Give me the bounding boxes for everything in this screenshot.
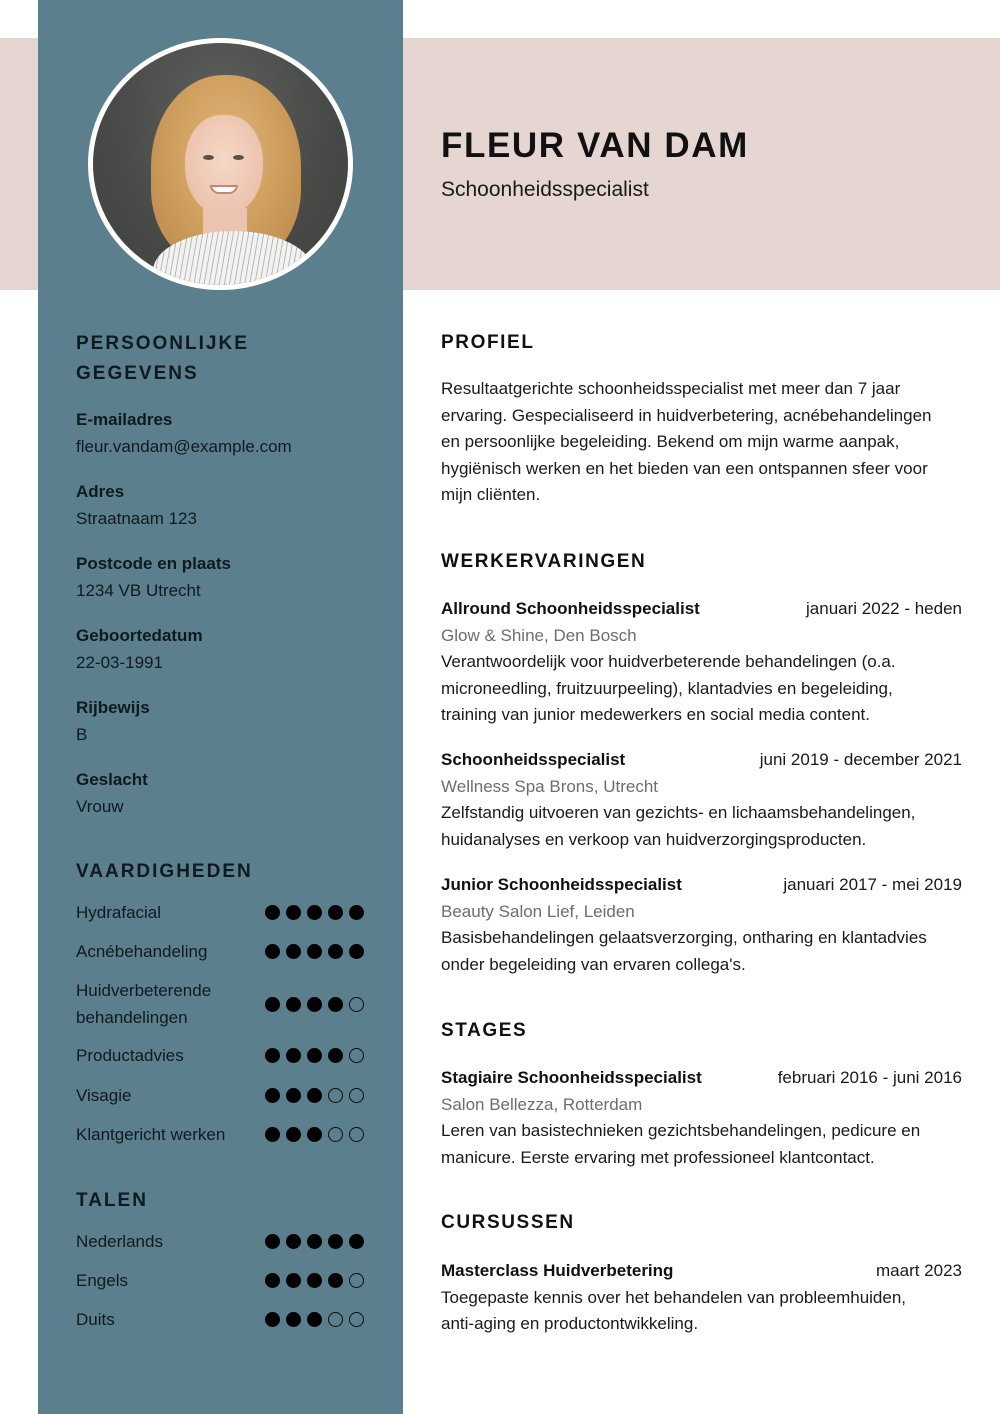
empty-dot-icon (349, 997, 364, 1012)
personal-heading (76, 329, 376, 389)
entry-date: februari 2016 - juni 2016 (777, 1068, 962, 1087)
entry-description (441, 1285, 962, 1338)
postcode-value: 1234 VB Utrecht (76, 581, 201, 600)
filled-dot-icon (286, 997, 301, 1012)
filled-dot-icon (286, 1273, 301, 1288)
profile-text (441, 376, 962, 509)
entry-header (441, 1258, 962, 1285)
field-label: Adres (76, 482, 125, 501)
filled-dot-icon (328, 1234, 343, 1249)
photo-eye (203, 155, 214, 160)
candidate-name: FLEUR VAN DAM (441, 126, 749, 165)
entry-description (441, 1118, 962, 1171)
filled-dot-icon (307, 1048, 322, 1063)
profile-heading: PROFIEL (441, 332, 535, 353)
rating-dots (265, 1312, 364, 1327)
empty-dot-icon (349, 1273, 364, 1288)
text-line: onder begeleiding van ervaren collega's. (441, 954, 746, 974)
skill-label-line1: Huidverbeterende (76, 981, 212, 1000)
filled-dot-icon (265, 1048, 280, 1063)
job-title: Schoonheidsspecialist (441, 178, 649, 201)
skill-label: Klantgericht werken (76, 1125, 226, 1144)
course-entry (441, 1258, 962, 1338)
text-line: en persoonlijke begeleiding. Bekend om mijn warme aanpak, (441, 432, 900, 451)
experience-heading: WERKERVARINGEN (441, 551, 647, 572)
courses-section (441, 1210, 962, 1236)
rating-dots (265, 944, 364, 959)
filled-dot-icon (328, 944, 343, 959)
empty-dot-icon (349, 1048, 364, 1063)
entry-org: Wellness Spa Brons, Utrecht (441, 776, 658, 796)
rating-dots (265, 1234, 364, 1249)
field-email (76, 406, 376, 460)
filled-dot-icon (265, 1312, 280, 1327)
entry-description (441, 925, 962, 978)
entry-role: Allround Schoonheidsspecialist (441, 599, 700, 618)
field-gender (76, 766, 376, 820)
field-label: Geslacht (76, 770, 148, 789)
filled-dot-icon (307, 1273, 322, 1288)
text-line: mijn cliënten. (441, 485, 541, 504)
skills-heading: VAARDIGHEDEN (76, 861, 253, 882)
filled-dot-icon (286, 905, 301, 920)
filled-dot-icon (286, 944, 301, 959)
rating-dots (265, 1088, 364, 1103)
skill-label: Acnébehandeling (76, 942, 208, 961)
filled-dot-icon (307, 1127, 322, 1142)
field-label: E-mailadres (76, 410, 173, 429)
language-label: Duits (76, 1310, 115, 1329)
filled-dot-icon (328, 997, 343, 1012)
entry-description (441, 649, 962, 729)
entry-header (441, 872, 962, 899)
profile-section (441, 330, 962, 509)
filled-dot-icon (265, 905, 280, 920)
experience-entry (441, 596, 962, 729)
rating-dots (265, 1127, 364, 1142)
skill-row (76, 1121, 371, 1148)
header (441, 126, 749, 203)
skill-row (76, 938, 371, 965)
rating-dots (265, 905, 364, 920)
entry-date: januari 2017 - mei 2019 (783, 875, 962, 894)
empty-dot-icon (349, 1127, 364, 1142)
language-row (76, 1228, 371, 1255)
skill-label: Visagie (76, 1086, 132, 1105)
filled-dot-icon (307, 1234, 322, 1249)
field-label: Rijbewijs (76, 698, 150, 717)
entry-role: Masterclass Huidverbetering (441, 1261, 674, 1280)
filled-dot-icon (286, 1127, 301, 1142)
filled-dot-icon (307, 1088, 322, 1103)
language-label: Nederlands (76, 1232, 163, 1251)
filled-dot-icon (307, 997, 322, 1012)
text-line: huidanalyses en verkoop van huidverzorgingsproducten. (441, 829, 867, 849)
email-value: fleur.vandam@example.com (76, 437, 292, 456)
skill-row (76, 899, 371, 926)
internships-heading: STAGES (441, 1020, 528, 1041)
skill-row (76, 977, 371, 1031)
text-line: Basisbehandelingen gelaatsverzorging, ontharing en klantadvies (441, 928, 927, 947)
rating-dots (265, 997, 364, 1012)
language-row (76, 1306, 371, 1333)
filled-dot-icon (328, 905, 343, 920)
entry-org: Glow & Shine, Den Bosch (441, 625, 637, 645)
rating-dots (265, 1273, 364, 1288)
photo-face (185, 115, 263, 215)
entry-header (441, 596, 962, 623)
filled-dot-icon (265, 1127, 280, 1142)
text-line: Resultaatgerichte schoonheidsspecialist met meer dan 7 jaar (441, 379, 901, 398)
filled-dot-icon (286, 1048, 301, 1063)
filled-dot-icon (307, 905, 322, 920)
filled-dot-icon (349, 905, 364, 920)
text-line: Leren van basistechnieken gezichtsbehandelingen, pedicure en (441, 1121, 921, 1140)
field-address (76, 478, 376, 532)
entry-role: Schoonheidsspecialist (441, 750, 626, 769)
entry-date: maart 2023 (876, 1261, 962, 1280)
address-value: Straatnaam 123 (76, 509, 197, 528)
text-line: Toegepaste kennis over het behandelen van probleemhuiden, (441, 1287, 907, 1307)
filled-dot-icon (349, 1234, 364, 1249)
skill-label (76, 977, 211, 1031)
skill-label-line2: behandelingen (76, 1008, 188, 1027)
filled-dot-icon (307, 1312, 322, 1327)
entry-header (441, 1065, 962, 1092)
filled-dot-icon (349, 944, 364, 959)
photo-eye (233, 155, 244, 160)
skill-row (76, 1082, 371, 1109)
field-label: Postcode en plaats (76, 554, 231, 573)
experience-entry (441, 747, 962, 853)
text-line: microneedling, fruitzuurpeeling), klantadvies en begeleiding, (441, 678, 893, 698)
personal-details (76, 329, 376, 820)
experience-section (441, 549, 962, 575)
profile-photo (88, 38, 353, 290)
personal-heading-line1: PERSOONLIJKE (76, 333, 249, 354)
entry-description (441, 800, 962, 853)
field-birthdate (76, 622, 376, 676)
languages-heading: TALEN (76, 1190, 148, 1211)
entry-role: Junior Schoonheidsspecialist (441, 875, 682, 894)
empty-dot-icon (328, 1127, 343, 1142)
filled-dot-icon (265, 1234, 280, 1249)
experience-entry (441, 872, 962, 978)
language-row (76, 1267, 371, 1294)
field-postcode (76, 550, 376, 604)
text-line: manicure. Eerste ervaring met professioneel klantcontact. (441, 1147, 875, 1167)
filled-dot-icon (265, 1088, 280, 1103)
rating-dots (265, 1048, 364, 1063)
skill-label: Productadvies (76, 1046, 184, 1065)
empty-dot-icon (328, 1312, 343, 1327)
filled-dot-icon (265, 997, 280, 1012)
skill-label: Hydrafacial (76, 903, 162, 922)
filled-dot-icon (265, 1273, 280, 1288)
text-line: ervaring. Gespecialiseerd in huidverbetering, acnébehandelingen (441, 405, 932, 425)
language-label: Engels (76, 1271, 128, 1290)
courses-heading: CURSUSSEN (441, 1212, 575, 1233)
filled-dot-icon (307, 944, 322, 959)
skill-row (76, 1042, 371, 1069)
field-label: Geboortedatum (76, 626, 203, 645)
entry-org: Beauty Salon Lief, Leiden (441, 901, 635, 921)
filled-dot-icon (286, 1234, 301, 1249)
empty-dot-icon (349, 1312, 364, 1327)
internship-entry (441, 1065, 962, 1171)
gender-value: Vrouw (76, 797, 124, 816)
empty-dot-icon (349, 1088, 364, 1103)
field-license (76, 694, 376, 748)
filled-dot-icon (328, 1048, 343, 1063)
birthdate-value: 22-03-1991 (76, 653, 163, 672)
text-line: anti-aging en productontwikkeling. (441, 1314, 699, 1333)
text-line: hygiënisch werken en het bieden van een ontspannen sfeer voor (441, 458, 928, 478)
filled-dot-icon (265, 944, 280, 959)
internships-section (441, 1018, 962, 1044)
personal-heading-line2: GEGEVENS (76, 363, 199, 384)
text-line: training van junior medewerkers en social media content. (441, 705, 871, 724)
entry-org: Salon Bellezza, Rotterdam (441, 1094, 643, 1114)
license-value: B (76, 725, 88, 744)
text-line: Verantwoordelijk voor huidverbeterende behandelingen (o.a. (441, 652, 896, 671)
empty-dot-icon (328, 1088, 343, 1103)
entry-header (441, 747, 962, 774)
entry-date: juni 2019 - december 2021 (759, 750, 962, 769)
entry-role: Stagiaire Schoonheidsspecialist (441, 1068, 702, 1087)
filled-dot-icon (286, 1088, 301, 1103)
filled-dot-icon (328, 1273, 343, 1288)
text-line: Zelfstandig uitvoeren van gezichts- en lichaamsbehandelingen, (441, 803, 916, 822)
entry-date: januari 2022 - heden (806, 599, 962, 618)
filled-dot-icon (286, 1312, 301, 1327)
